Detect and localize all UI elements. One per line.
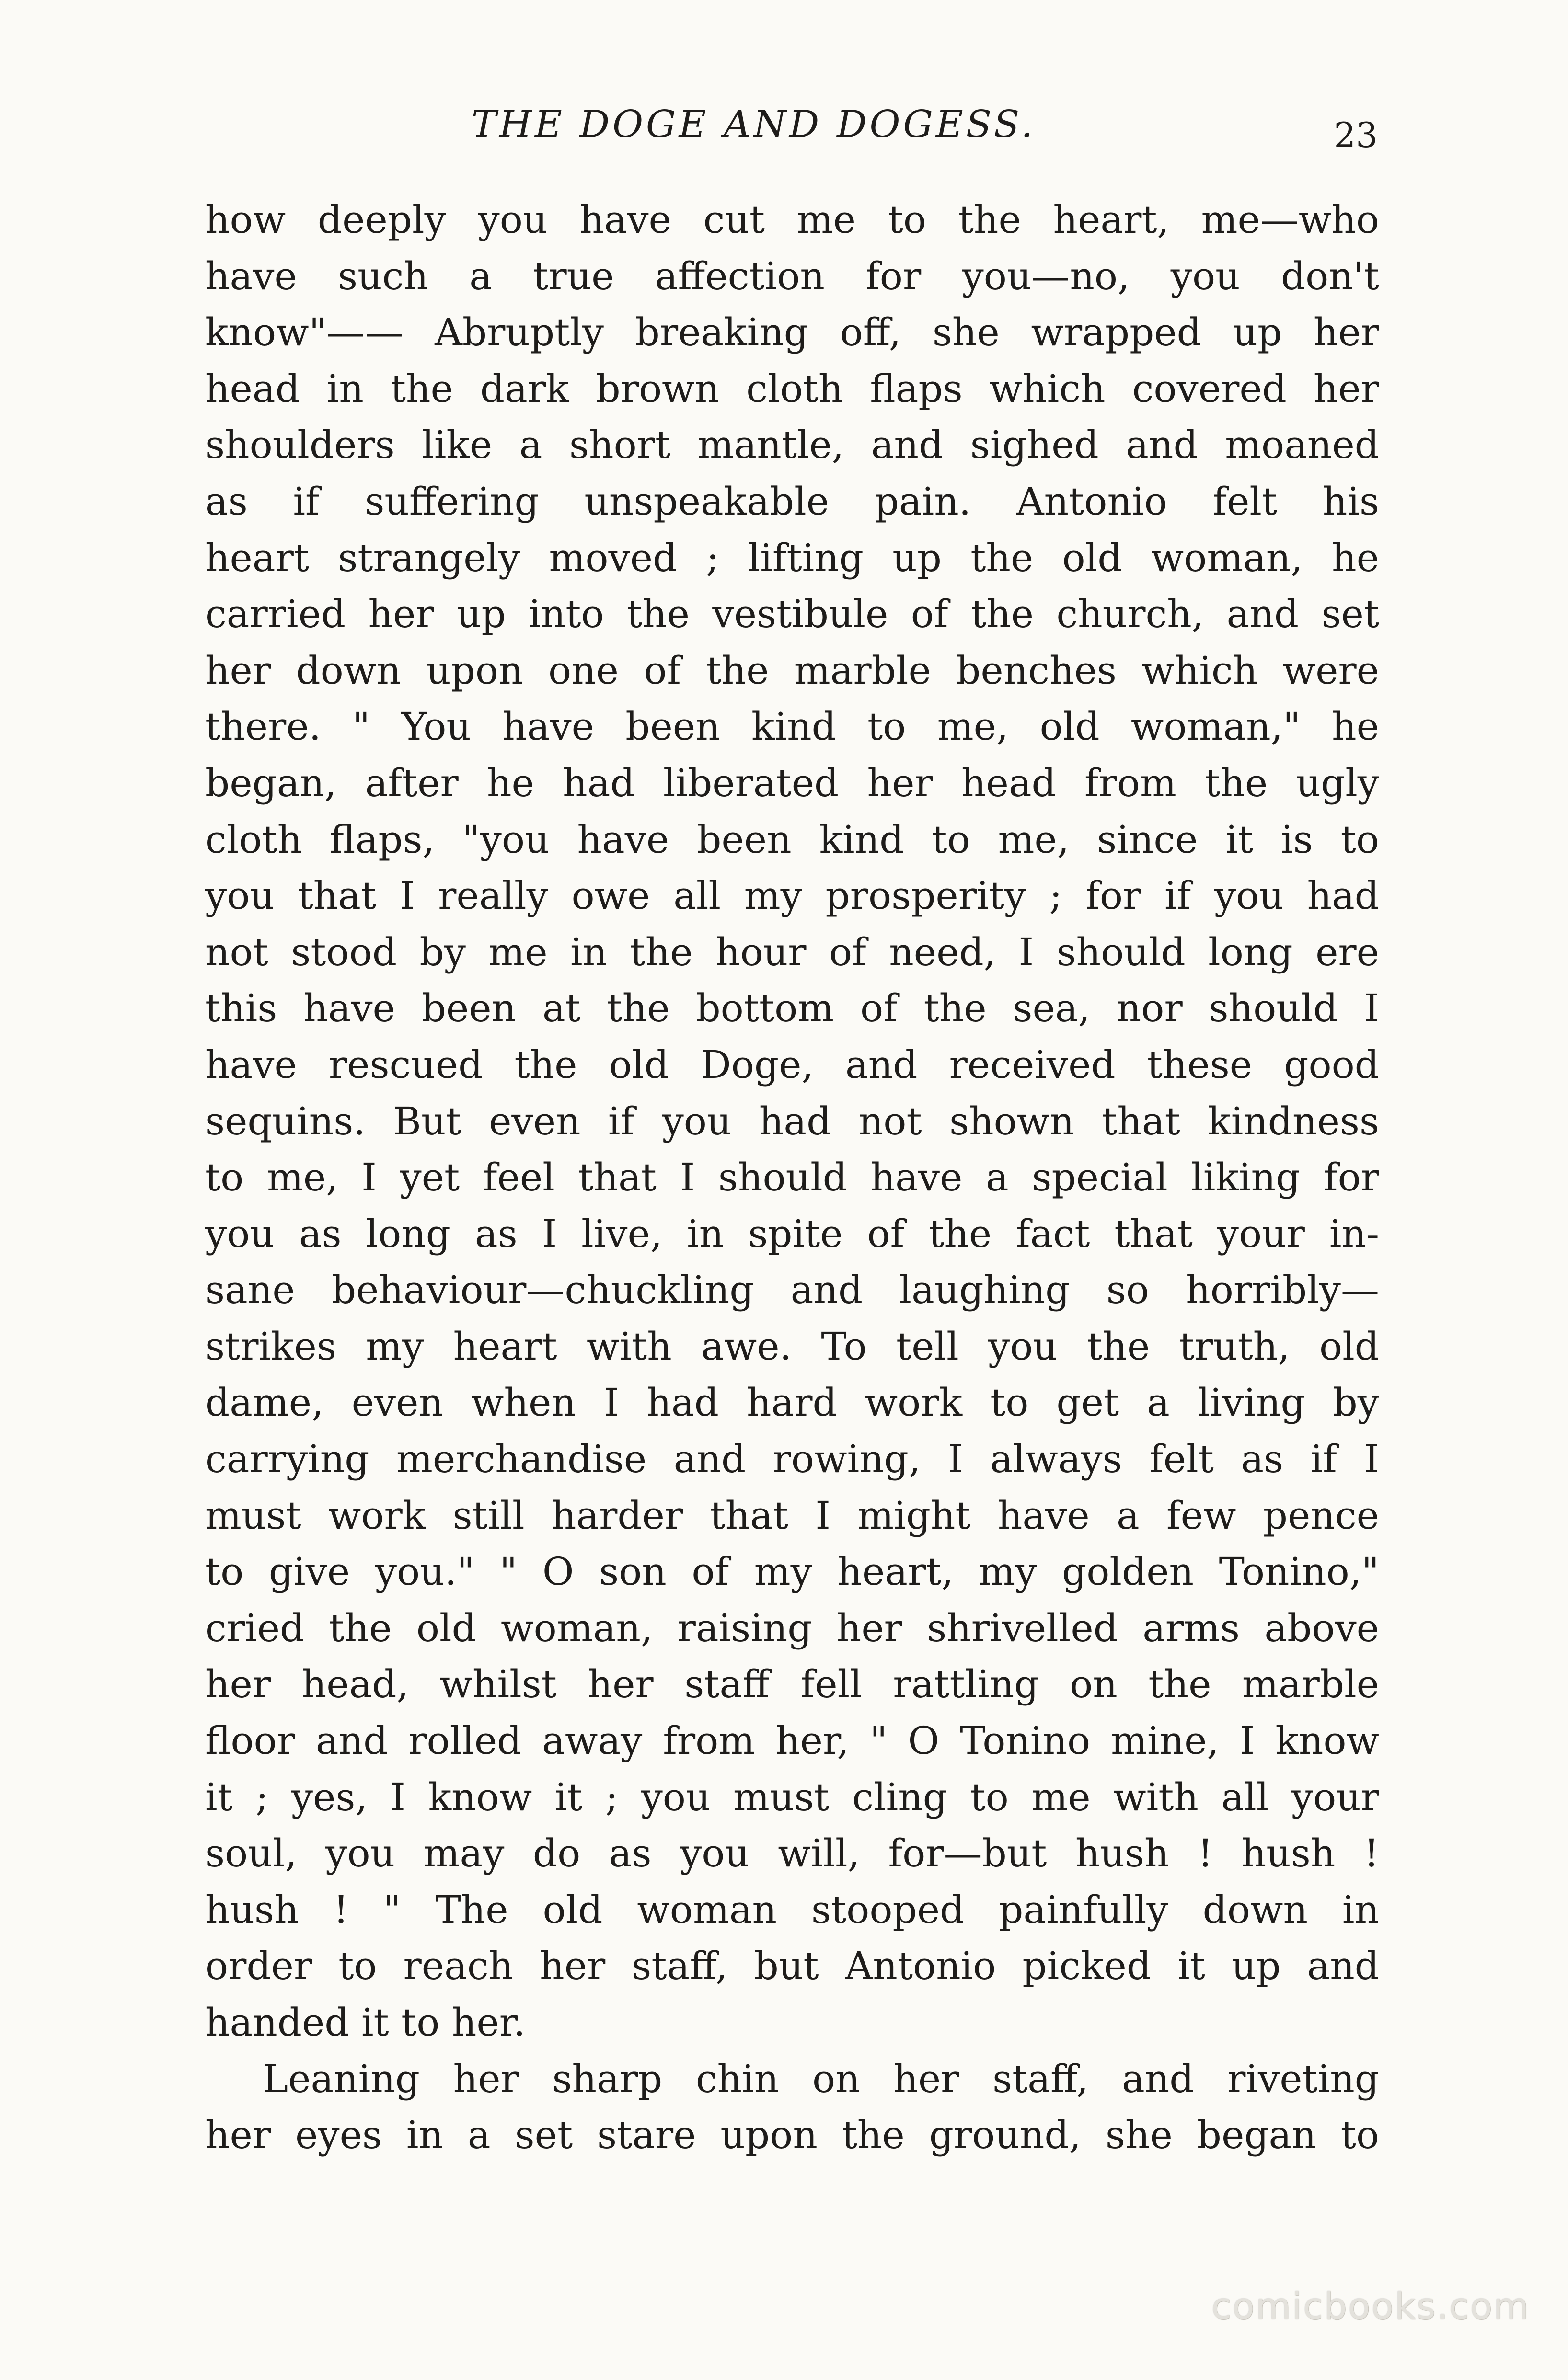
body-text	[205, 192, 1379, 2163]
text-line: dame, even when I had hard work to get a living by	[205, 1380, 1379, 1425]
text-line: her head, whilst her staff fell rattling on the marble	[205, 1662, 1379, 1707]
page-number: 23	[1334, 115, 1378, 155]
text-line: head in the dark brown cloth flaps which covered her	[205, 366, 1379, 411]
text-line: her eyes in a set stare upon the ground, she began to	[205, 2113, 1379, 2158]
text-line: have such a true affection for you—no, you don't	[205, 253, 1379, 298]
text-line: order to reach her staff, but Antonio picked it up and	[205, 1944, 1379, 1989]
text-line: carrying merchandise and rowing, I always felt as if I	[205, 1437, 1379, 1482]
text-line: strikes my heart with awe. To tell you the truth, old	[205, 1324, 1379, 1369]
text-line: you as long as I live, in spite of the fact that your in-	[205, 1211, 1379, 1256]
running-header	[206, 98, 1378, 155]
text-line: to me, I yet feel that I should have a special liking for	[205, 1155, 1379, 1200]
text-line: hush ! " The old woman stooped painfully down in	[205, 1887, 1379, 1932]
text-line: know"—— Abruptly breaking off, she wrapped up her	[205, 310, 1379, 355]
text-line: how deeply you have cut me to the heart, me—who	[205, 197, 1379, 242]
text-line: not stood by me in the hour of need, I should long ere	[205, 929, 1379, 974]
text-line: have rescued the old Doge, and received these good	[205, 1042, 1379, 1087]
text-line: her down upon one of the marble benches which were	[205, 648, 1379, 693]
text-line: to give you." " O son of my heart, my golden Tonino,"	[205, 1549, 1379, 1594]
text-line: carried her up into the vestibule of the church, and set	[205, 592, 1379, 637]
running-title: THE DOGE AND DOGESS.	[471, 103, 1036, 146]
watermark: comicbooks.com	[1211, 2285, 1530, 2327]
text-line: cried the old woman, raising her shrivelled arms above	[205, 1605, 1379, 1650]
text-line: this have been at the bottom of the sea, nor should I	[205, 986, 1379, 1031]
text-line: began, after he had liberated her head from the ugly	[205, 760, 1379, 805]
text-line: sequins. But even if you had not shown that kindness	[205, 1098, 1379, 1144]
text-line: shoulders like a short mantle, and sighed and moaned	[205, 423, 1379, 468]
text-line: sane behaviour—chuckling and laughing so horribly—	[205, 1268, 1379, 1313]
text-line: as if suffering unspeakable pain. Antonio felt his	[205, 479, 1379, 524]
text-line: cloth flaps, "you have been kind to me, since it is to	[205, 817, 1379, 862]
text-line-paragraph-start: Leaning her sharp chin on her staff, and riveting	[263, 2056, 1379, 2101]
text-line: there. " You have been kind to me, old woman," he	[205, 704, 1379, 749]
text-line: soul, you may do as you will, for—but hush ! hush !	[205, 1831, 1379, 1876]
text-line: floor and rolled away from her, " O Tonino mine, I know	[205, 1718, 1379, 1763]
text-line: it ; yes, I know it ; you must cling to me with all your	[205, 1774, 1379, 1819]
text-line: must work still harder that I might have a few pence	[205, 1493, 1379, 1538]
text-line: heart strangely moved ; lifting up the old woman, he	[205, 535, 1379, 580]
text-line: you that I really owe all my prosperity ; for if you had	[205, 873, 1379, 918]
text-line-paragraph-end: handed it to her.	[205, 2000, 526, 2045]
